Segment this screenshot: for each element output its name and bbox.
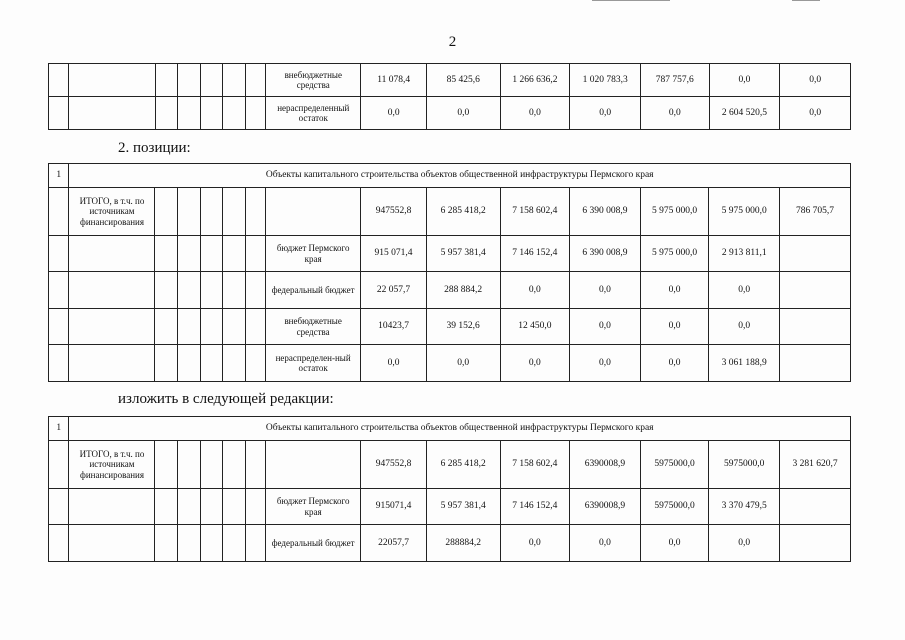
empty-cell bbox=[223, 489, 246, 525]
empty-cell bbox=[155, 441, 178, 489]
source-label: бюджет Пермского края bbox=[266, 489, 361, 525]
empty-cell bbox=[49, 309, 69, 345]
value-cell: 0,0 bbox=[361, 97, 427, 130]
total-value: 7 158 602,4 bbox=[500, 188, 570, 236]
empty-cell bbox=[155, 64, 178, 97]
value-cell: 0,0 bbox=[500, 97, 570, 130]
value-cell: 6390008,9 bbox=[570, 489, 641, 525]
value-cell: 6 390 008,9 bbox=[570, 236, 641, 272]
empty-cell bbox=[200, 272, 223, 309]
value-cell: 0,0 bbox=[570, 309, 641, 345]
empty-cell bbox=[200, 309, 223, 345]
value-cell: 0,0 bbox=[640, 309, 709, 345]
empty-cell bbox=[223, 97, 246, 130]
empty-cell bbox=[200, 236, 223, 272]
empty-cell bbox=[49, 64, 69, 97]
value-cell: 0,0 bbox=[500, 345, 570, 382]
table-row-title bbox=[49, 417, 851, 441]
empty-cell bbox=[200, 489, 223, 525]
table-continuation bbox=[48, 63, 851, 130]
value-cell: 0,0 bbox=[640, 525, 709, 562]
value-cell: 2 604 520,5 bbox=[709, 97, 780, 130]
scan-edge-line bbox=[592, 0, 670, 1]
value-cell: 85 425,6 bbox=[426, 64, 500, 97]
empty-cell bbox=[245, 345, 265, 382]
empty-cell bbox=[266, 188, 361, 236]
empty-cell bbox=[155, 345, 178, 382]
value-cell: 7 146 152,4 bbox=[500, 489, 570, 525]
value-cell: 0,0 bbox=[426, 345, 500, 382]
value-cell: 0,0 bbox=[640, 272, 709, 309]
value-cell bbox=[780, 345, 851, 382]
empty-cell bbox=[223, 441, 246, 489]
empty-cell bbox=[49, 272, 69, 309]
value-cell: 5 957 381,4 bbox=[426, 236, 500, 272]
source-label: внебюджетные средства bbox=[266, 309, 361, 345]
value-cell: 0,0 bbox=[426, 97, 500, 130]
section-heading-new: изложить в следующей редакции: bbox=[118, 391, 334, 407]
empty-cell bbox=[155, 525, 178, 562]
empty-cell bbox=[245, 64, 265, 97]
empty-cell bbox=[245, 236, 265, 272]
empty-cell bbox=[200, 441, 223, 489]
empty-cell bbox=[69, 309, 155, 345]
value-cell: 915 071,4 bbox=[361, 236, 427, 272]
total-value: 7 158 602,4 bbox=[500, 441, 570, 489]
value-cell: 10423,7 bbox=[361, 309, 427, 345]
empty-cell bbox=[223, 525, 246, 562]
value-cell: 0,0 bbox=[500, 272, 570, 309]
value-cell: 0,0 bbox=[570, 97, 641, 130]
value-cell: 0,0 bbox=[780, 97, 851, 130]
total-value: 6 285 418,2 bbox=[426, 441, 500, 489]
empty-cell bbox=[178, 188, 201, 236]
value-cell: 3 061 188,9 bbox=[709, 345, 780, 382]
total-value: 5975000,0 bbox=[640, 441, 709, 489]
value-cell: 5 975 000,0 bbox=[640, 236, 709, 272]
value-cell: 7 146 152,4 bbox=[500, 236, 570, 272]
empty-cell bbox=[69, 525, 155, 562]
empty-cell bbox=[178, 441, 201, 489]
value-cell: 22 057,7 bbox=[361, 272, 427, 309]
value-cell: 0,0 bbox=[361, 345, 427, 382]
value-cell: 1 020 783,3 bbox=[570, 64, 641, 97]
total-value: 6 285 418,2 bbox=[426, 188, 500, 236]
total-value: 947552,8 bbox=[361, 188, 427, 236]
empty-cell bbox=[200, 525, 223, 562]
empty-cell bbox=[49, 441, 69, 489]
value-cell: 3 370 479,5 bbox=[709, 489, 780, 525]
value-cell bbox=[780, 525, 851, 562]
value-cell: 11 078,4 bbox=[361, 64, 427, 97]
empty-cell bbox=[178, 525, 201, 562]
value-cell: 0,0 bbox=[570, 345, 641, 382]
empty-cell bbox=[245, 441, 265, 489]
empty-cell bbox=[155, 272, 178, 309]
empty-cell bbox=[69, 236, 155, 272]
empty-cell bbox=[200, 345, 223, 382]
total-value: 5 975 000,0 bbox=[709, 188, 780, 236]
empty-cell bbox=[178, 236, 201, 272]
total-value: 786 705,7 bbox=[780, 188, 851, 236]
table-new-edition bbox=[48, 416, 851, 562]
table-row-total bbox=[49, 188, 851, 236]
object-title: Объекты капитального строительства объектов общественной инфраструктуры Пермского края bbox=[69, 164, 851, 188]
value-cell: 787 757,6 bbox=[640, 64, 709, 97]
source-label: нераспределен-ный остаток bbox=[266, 345, 361, 382]
value-cell: 39 152,6 bbox=[426, 309, 500, 345]
empty-cell bbox=[155, 97, 178, 130]
empty-cell bbox=[245, 309, 265, 345]
empty-cell bbox=[69, 97, 155, 130]
value-cell: 288 884,2 bbox=[426, 272, 500, 309]
table-row-total bbox=[49, 441, 851, 489]
source-label: федеральный бюджет bbox=[266, 525, 361, 562]
empty-cell bbox=[223, 272, 246, 309]
value-cell bbox=[780, 236, 851, 272]
value-cell: 1 266 636,2 bbox=[500, 64, 570, 97]
empty-cell bbox=[155, 188, 178, 236]
value-cell: 0,0 bbox=[570, 525, 641, 562]
table-row-title bbox=[49, 164, 851, 188]
section-heading: 2. позиции: bbox=[118, 140, 191, 156]
empty-cell bbox=[155, 489, 178, 525]
value-cell: 22057,7 bbox=[361, 525, 427, 562]
value-cell: 288884,2 bbox=[426, 525, 500, 562]
source-label: бюджет Пермского края bbox=[266, 236, 361, 272]
empty-cell bbox=[69, 489, 155, 525]
table-row bbox=[49, 489, 851, 525]
empty-cell bbox=[69, 64, 155, 97]
value-cell: 0,0 bbox=[780, 64, 851, 97]
empty-cell bbox=[178, 64, 201, 97]
empty-cell bbox=[245, 188, 265, 236]
empty-cell bbox=[178, 97, 201, 130]
source-label: нераспределенный остаток bbox=[266, 97, 361, 130]
value-cell: 915071,4 bbox=[361, 489, 427, 525]
total-value: 3 281 620,7 bbox=[780, 441, 851, 489]
value-cell bbox=[780, 309, 851, 345]
row-number: 1 bbox=[49, 417, 69, 441]
total-label: ИТОГО, в т.ч. по источникам финансирования bbox=[69, 188, 155, 236]
empty-cell bbox=[178, 345, 201, 382]
empty-cell bbox=[245, 272, 265, 309]
empty-cell bbox=[155, 309, 178, 345]
total-value: 6 390 008,9 bbox=[570, 188, 641, 236]
empty-cell bbox=[245, 97, 265, 130]
source-label: внебюджетные средства bbox=[266, 64, 361, 97]
empty-cell bbox=[223, 64, 246, 97]
empty-cell bbox=[49, 489, 69, 525]
empty-cell bbox=[49, 236, 69, 272]
empty-cell bbox=[223, 188, 246, 236]
value-cell: 0,0 bbox=[709, 309, 780, 345]
table-row bbox=[49, 272, 851, 309]
value-cell: 12 450,0 bbox=[500, 309, 570, 345]
empty-cell bbox=[49, 525, 69, 562]
empty-cell bbox=[69, 272, 155, 309]
empty-cell bbox=[49, 97, 69, 130]
value-cell: 0,0 bbox=[709, 64, 780, 97]
empty-cell bbox=[49, 188, 69, 236]
value-cell: 0,0 bbox=[709, 272, 780, 309]
total-value: 5975000,0 bbox=[709, 441, 780, 489]
table-row bbox=[49, 236, 851, 272]
empty-cell bbox=[200, 97, 223, 130]
table-row bbox=[49, 64, 851, 97]
object-title: Объекты капитального строительства объектов общественной инфраструктуры Пермского края bbox=[69, 417, 851, 441]
table-row bbox=[49, 97, 851, 130]
row-number: 1 bbox=[49, 164, 69, 188]
table-positions bbox=[48, 163, 851, 382]
value-cell bbox=[780, 489, 851, 525]
value-cell: 0,0 bbox=[500, 525, 570, 562]
table-row bbox=[49, 309, 851, 345]
empty-cell bbox=[223, 236, 246, 272]
value-cell: 0,0 bbox=[570, 272, 641, 309]
empty-cell bbox=[245, 489, 265, 525]
table-row bbox=[49, 525, 851, 562]
total-value: 6390008,9 bbox=[570, 441, 641, 489]
empty-cell bbox=[69, 345, 155, 382]
empty-cell bbox=[266, 441, 361, 489]
value-cell: 5 957 381,4 bbox=[426, 489, 500, 525]
empty-cell bbox=[49, 345, 69, 382]
value-cell: 2 913 811,1 bbox=[709, 236, 780, 272]
page-number: 2 bbox=[448, 34, 457, 50]
empty-cell bbox=[178, 272, 201, 309]
source-label: федеральный бюджет bbox=[266, 272, 361, 309]
empty-cell bbox=[223, 309, 246, 345]
table-row bbox=[49, 345, 851, 382]
value-cell: 0,0 bbox=[709, 525, 780, 562]
value-cell: 5975000,0 bbox=[640, 489, 709, 525]
value-cell: 0,0 bbox=[640, 345, 709, 382]
empty-cell bbox=[245, 525, 265, 562]
empty-cell bbox=[200, 188, 223, 236]
empty-cell bbox=[178, 309, 201, 345]
total-value: 947552,8 bbox=[361, 441, 427, 489]
empty-cell bbox=[223, 345, 246, 382]
empty-cell bbox=[155, 236, 178, 272]
total-value: 5 975 000,0 bbox=[640, 188, 709, 236]
value-cell: 0,0 bbox=[640, 97, 709, 130]
total-label: ИТОГО, в т.ч. по источникам финансирования bbox=[69, 441, 155, 489]
scan-edge-line bbox=[792, 0, 820, 1]
empty-cell bbox=[178, 489, 201, 525]
empty-cell bbox=[200, 64, 223, 97]
value-cell bbox=[780, 272, 851, 309]
